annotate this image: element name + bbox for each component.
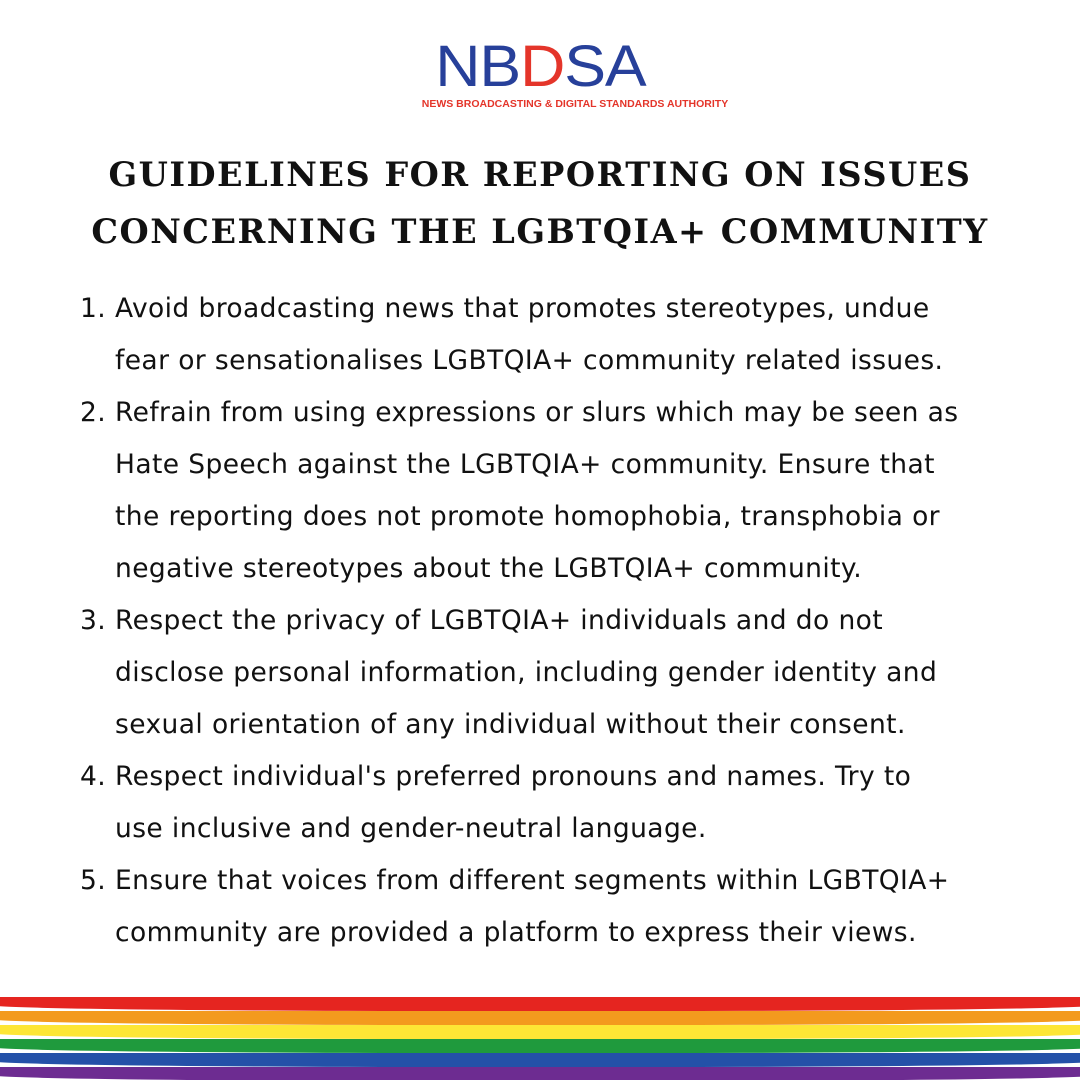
guideline-number: 2. — [80, 397, 107, 428]
guideline-text-line: Respect individual's preferred pronouns and names. Try to — [115, 761, 912, 792]
title-line-1: GUIDELINES FOR REPORTING ON ISSUES — [108, 155, 972, 194]
rainbow-stripe — [0, 1053, 1080, 1067]
guideline-text-line: Ensure that voices from different segments within LGBTQIA+ — [115, 865, 950, 896]
guideline-text-line: negative stereotypes about the LGBTQIA+ community. — [115, 553, 863, 584]
logo-letters-sa: SA — [563, 34, 646, 99]
logo-letters-nb: NB — [434, 34, 520, 99]
guideline-text-line: fear or sensationalises LGBTQIA+ community related issues. — [115, 345, 944, 376]
rainbow-stripe — [0, 1011, 1080, 1025]
guideline-number: 5. — [80, 865, 107, 896]
guideline-number: 3. — [80, 605, 107, 636]
rainbow-stripe — [0, 1025, 1080, 1039]
rainbow-flag-border — [0, 997, 1080, 1080]
guideline-text-line: Avoid broadcasting news that promotes stereotypes, undue — [115, 293, 930, 324]
guidelines-list — [80, 283, 1040, 959]
guideline-item — [80, 595, 1040, 751]
logo-letter-d: D — [519, 34, 564, 99]
rainbow-stripe — [0, 1067, 1080, 1080]
rainbow-stripe — [0, 997, 1080, 1011]
page-title — [0, 146, 1080, 260]
guideline-text-line: Respect the privacy of LGBTQIA+ individuals and do not — [115, 605, 884, 636]
guideline-item — [80, 751, 1040, 855]
title-line-2: CONCERNING THE LGBTQIA+ COMMUNITY — [91, 212, 989, 251]
guideline-text-line: sexual orientation of any individual without their consent. — [115, 709, 906, 740]
guideline-text-line: Refrain from using expressions or slurs which may be seen as — [115, 397, 959, 428]
logo-subtitle: NEWS BROADCASTING & DIGITAL STANDARDS AUTHORITY — [421, 98, 729, 110]
guideline-text-line: use inclusive and gender-neutral language. — [115, 813, 707, 844]
rainbow-stripe — [0, 1039, 1080, 1053]
guideline-item — [80, 283, 1040, 387]
guideline-number: 1. — [80, 293, 107, 324]
guideline-item — [80, 855, 1040, 959]
guideline-item — [80, 387, 1040, 595]
guideline-text-line: disclose personal information, including gender identity and — [115, 657, 938, 688]
guideline-number: 4. — [80, 761, 107, 792]
nbdsa-logo — [0, 34, 1080, 110]
guideline-text-line: the reporting does not promote homophobia, transphobia or — [115, 501, 940, 532]
guideline-text-line: Hate Speech against the LGBTQIA+ community. Ensure that — [115, 449, 935, 480]
logo-wordmark — [434, 34, 646, 99]
guideline-text-line: community are provided a platform to express their views. — [115, 917, 917, 948]
